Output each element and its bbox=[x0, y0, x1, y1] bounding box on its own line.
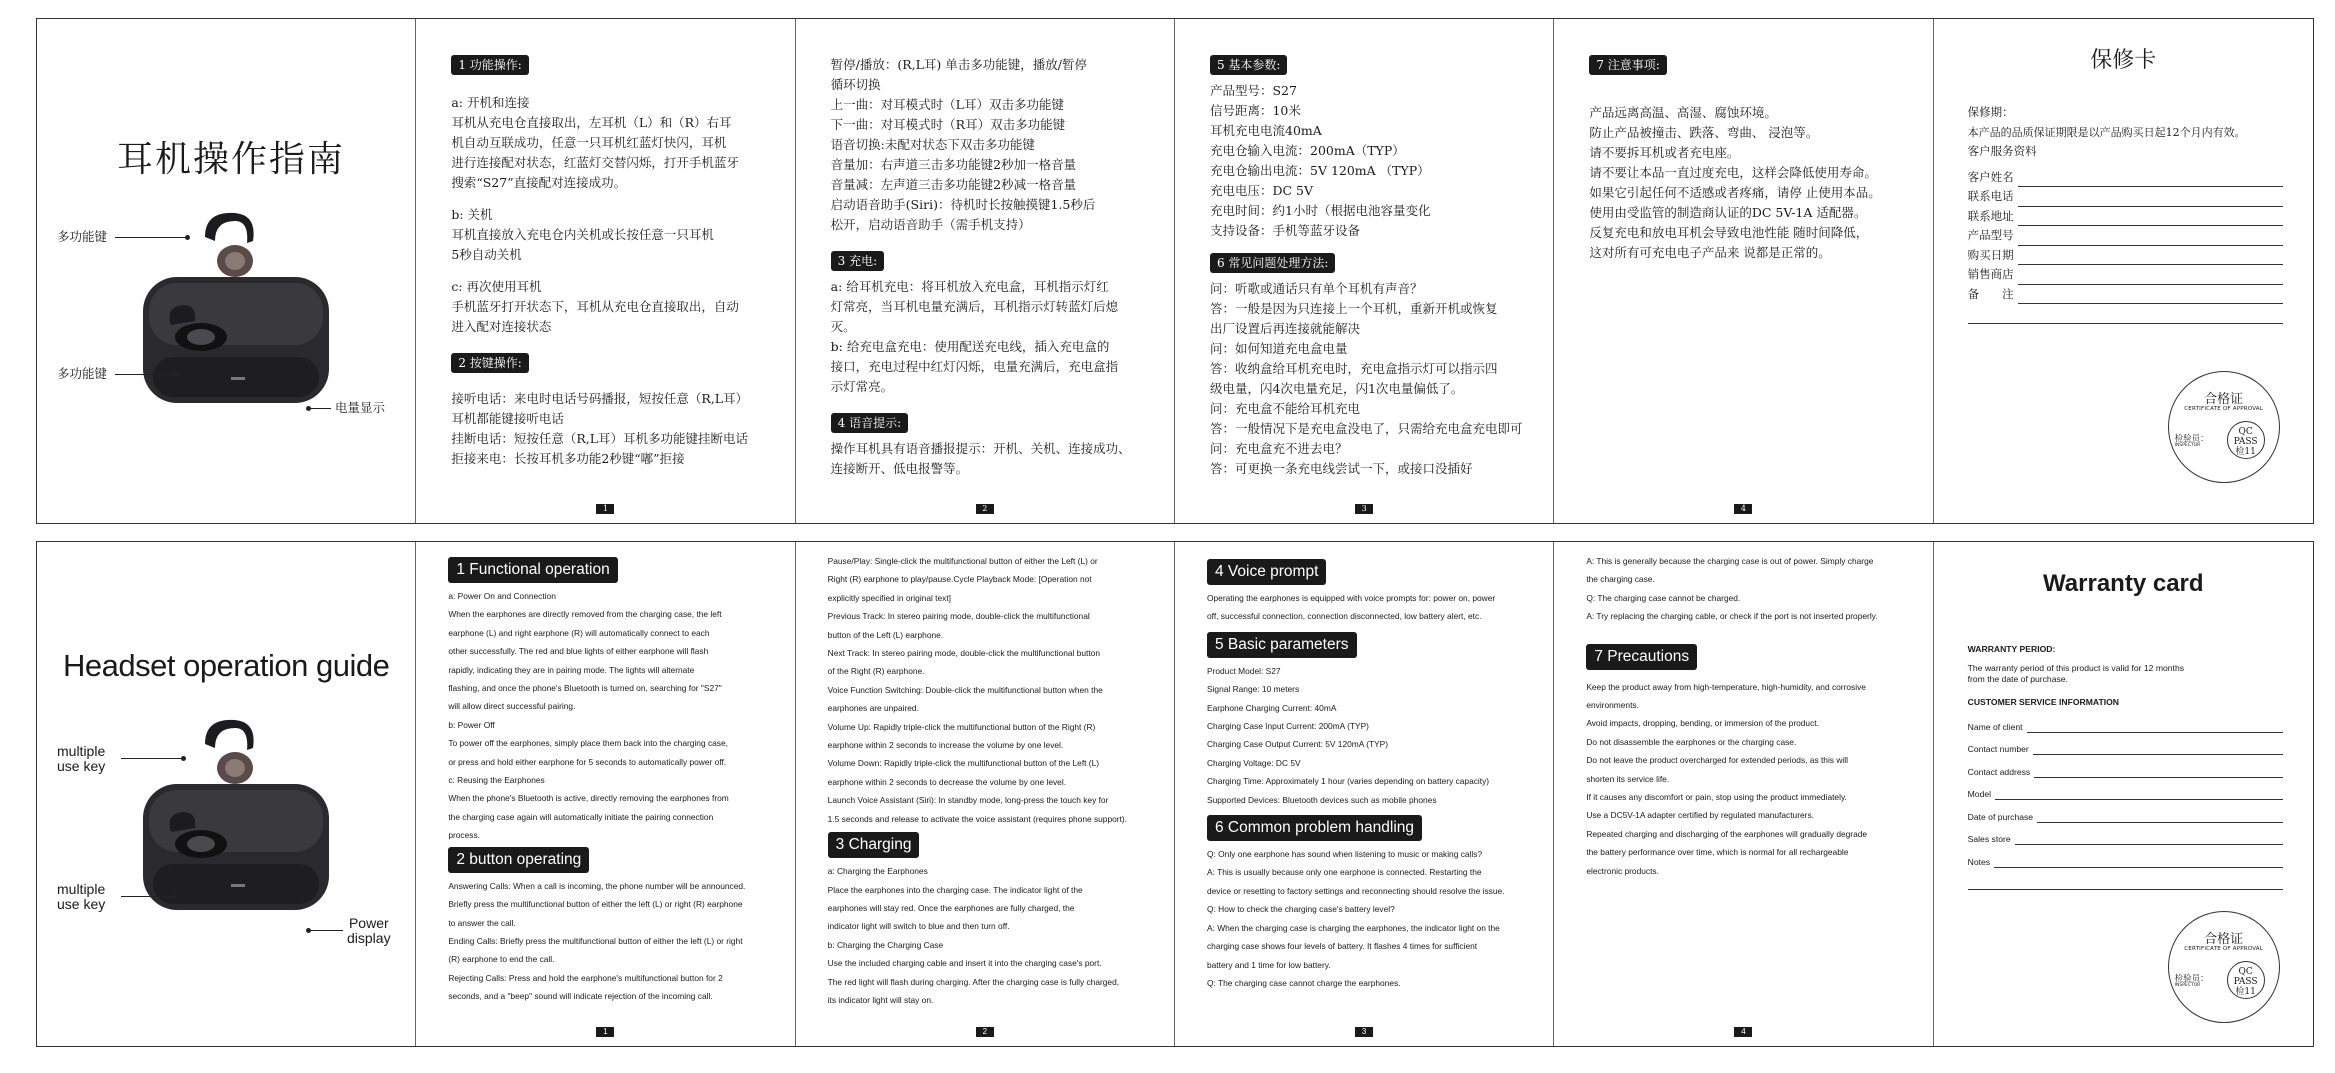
en-field-name[interactable]: Name of client bbox=[1968, 710, 2283, 733]
page-number: 3 bbox=[1355, 504, 1373, 514]
en-field-model[interactable]: Model bbox=[1968, 778, 2283, 801]
en-label-power-display: Power display bbox=[347, 915, 391, 946]
cn-warranty-title: 保修卡 bbox=[2090, 48, 2157, 73]
cn-warranty-info bbox=[1968, 103, 2283, 324]
en-section-tag-5: 5 Basic parameters bbox=[1207, 632, 1357, 658]
en-page-2-content bbox=[828, 552, 1158, 1009]
en-field-extra-line[interactable] bbox=[1968, 868, 2283, 891]
en-label-multi-key-1: multiple use key bbox=[57, 743, 106, 774]
en-page-3 bbox=[1175, 542, 1554, 1046]
cn-page-4-content bbox=[1589, 51, 1910, 275]
cn-warranty-panel bbox=[1934, 19, 2313, 523]
earbuds-product-image bbox=[135, 714, 335, 924]
leader-line-power bbox=[309, 408, 331, 409]
cn-charging-text: a: 给耳机充电：将耳机放入充电盒，耳机指示灯红 灯常亮，当耳机电量充满后，耳机指示灯转蓝灯后熄 灭。 b: 给充电盒充电：使用配送充电线，插入充电盒的 接口，充电过程中红灯闪烁，电量充满后，充电盒指 示灯常亮。 bbox=[830, 279, 1119, 394]
en-section-tag-1: 1 Functional operation bbox=[448, 557, 617, 583]
leader-line-key-1 bbox=[115, 237, 187, 238]
leader-line-power bbox=[309, 930, 343, 931]
leader-line-key-2 bbox=[121, 896, 173, 897]
en-page-3-content bbox=[1207, 559, 1537, 992]
cn-key-ops-text: 接听电话：来电时电话号码播报，短按任意（R,L耳） 耳机都能键接听电话 挂断电话：短按任意（R,L耳）耳机多功能键挂断电话 拒接来电：长按耳机多功能2秒键“嘟”拒接 bbox=[451, 391, 749, 466]
cn-section-tag-1: 1 功能操作: bbox=[451, 55, 529, 75]
cn-section-tag-7: 7 注意事项: bbox=[1589, 55, 1667, 75]
en-label-multi-key-2: multiple use key bbox=[57, 881, 106, 912]
en-warranty-info bbox=[1968, 644, 2283, 890]
cn-section-tag-5: 5 基本参数: bbox=[1210, 55, 1288, 75]
cn-field-address[interactable]: 联系地址 bbox=[1968, 207, 2283, 227]
en-field-notes[interactable]: Notes bbox=[1968, 845, 2283, 868]
cn-reuse-text: c: 再次使用耳机 手机蓝牙打开状态下，耳机从充电仓直接取出，自动 进入配对连接状态 bbox=[451, 279, 739, 334]
cn-page-3 bbox=[1175, 19, 1554, 523]
en-page-2 bbox=[796, 542, 1175, 1046]
cn-faq-text: 问：听歌或通话只有单个耳机有声音？ 答：一般是因为只连接上一个耳机，重新开机或恢复 出厂设置后再连接就能解决 问：如何知道充电盒电量 答：收纳盒给耳机充电时，充电盒指示灯可以指示四 级电量，闪4次电量充足，闪1次电量偏低了。 问：充电盒不能给耳机充电 答：一般情况下是充电盒没电了，只需给充电盒充电即可 问：充电盒充不进去电？ 答：可更换一条充电线尝试一下，或接口没插好 bbox=[1209, 281, 1523, 476]
en-warranty-title: Warranty card bbox=[2043, 570, 2204, 597]
cn-page-1 bbox=[416, 19, 795, 523]
en-field-contact-address[interactable]: Contact address bbox=[1968, 755, 2283, 778]
qc-seal-stamp: 合格证 CERTIFICATE OF APPROVAL 检验员： INSPECTOR QC PASS 检11 bbox=[2168, 371, 2280, 483]
sheet-chinese bbox=[36, 18, 2314, 524]
en-field-purchase-date[interactable]: Date of purchase bbox=[1968, 800, 2283, 823]
earbuds-product-image bbox=[135, 207, 335, 417]
en-customer-service: CUSTOMER SERVICE INFORMATION bbox=[1967, 697, 2119, 707]
cn-customer-service: 客户服务资料 bbox=[1967, 144, 2037, 158]
cn-cover-panel bbox=[37, 19, 416, 523]
en-controls-text: Pause/Play: Single-click the multifunctional button of either the Left (L) or Right (R) earphone to play/pause.Cycle Playback Mode: [Operation not explicitly specified in original text] Previous Track: In stereo pairing mode, double-click the multifunctional button of the Left (L) earphone. Next Track: In stereo pairing mode, double-click the multifunctional button of the Right (R) earphone. Voice Function Switching: Double-click the multifunctional button when the earphones are unpaired. Volume Up: Rapidly triple-click the multifunctional button of the Right (R) earphone within 2 seconds to increase the volume by one level. Volume Down: Rapidly triple-click the multifunctional button of the Left (L) earphone within 2 seconds to decrease the volume by one level. Launch Voice Assistant (Siri): In standby mode, long-press the touch key for 1.5 seconds and release to activate the voice assistant (requires phone support). bbox=[827, 556, 1128, 824]
en-section-tag-4: 4 Voice prompt bbox=[1207, 559, 1326, 585]
page-number: 2 bbox=[976, 504, 994, 514]
en-field-contact-number[interactable]: Contact number bbox=[1968, 733, 2283, 756]
page-number: 1 bbox=[596, 1027, 614, 1037]
cn-power-off-text: b: 关机 耳机直接放入充电仓内关机或长按任意一只耳机 5秒自动关机 bbox=[451, 207, 714, 262]
en-faq-continued-text: A: This is generally because the charging case is out of power. Simply charge the charging case. Q: The charging case cannot be charged. A: Try replacing the charging cable, or check if the port is not inserted properly. bbox=[1586, 556, 1878, 622]
en-voice-text: Operating the earphones is equipped with voice prompts for: power on, power off, successful connection, connection disconnected, low battery alert, etc. bbox=[1206, 593, 1496, 622]
cn-page-3-content bbox=[1210, 51, 1531, 491]
en-section-tag-2: 2 button operating bbox=[448, 847, 589, 873]
en-section-tag-7: 7 Precautions bbox=[1586, 644, 1697, 670]
page-number: 1 bbox=[596, 504, 614, 514]
page-number: 2 bbox=[976, 1027, 994, 1037]
en-warranty-period-text: The warranty period of this product is valid for 12 months from the date of purchase. bbox=[1967, 663, 2185, 684]
en-charging-text: a: Charging the Earphones Place the earphones into the charging case. The indicator light of the earphones will stay red. Once the earphones are fully charged, the indicator light will switch to blue and then turn off. b: Charging the Charging Case Use the included charging cable and insert it into the charging case's port. The red light will flash during charging. After the charging case is fully charged, its indicator light will stay on. bbox=[827, 866, 1120, 1005]
cn-page-2 bbox=[796, 19, 1175, 523]
cn-field-purchase-date[interactable]: 购买日期 bbox=[1968, 246, 2283, 266]
en-params-text: Product Model: S27 Signal Range: 10 meters Earphone Charging Current: 40mA Charging Case Input Current: 200mA (TYP) Charging Case Output Current: 5V 120mA (TYP) Charging Voltage: DC 5V Charging Time: Approximately 1 hour (varies depending on battery capacity) Supported Devices: Bluetooth devices such as mobile phones bbox=[1206, 665, 1490, 805]
en-functional-text: a: Power On and Connection When the earphones are directly removed from the charging case, the left earphone (L) and right earphone (R) will automatically connect to each other successfully. The red and blue lights of either earphone will flash rapidly, indicating they are in pairing mode. The lights will alternate flashing, and once the phone's Bluetooth is turned on, searching for "S27" will allow direct successful pairing. b: Power Off To power off the earphones, simply place them back into the charging case, or press and hold either earphone for 5 seconds to automatically power off. c: Reusing the Earphones When the phone's Bluetooth is active, directly removing the earphones from the charging case again will automatically initiate the pairing connection process. bbox=[448, 591, 729, 841]
cn-warranty-period-label: 保修期： bbox=[1967, 105, 2014, 119]
cn-page-1-content bbox=[451, 51, 772, 481]
cn-section-tag-2: 2 按键操作: bbox=[451, 353, 529, 373]
cn-field-store[interactable]: 销售商店 bbox=[1968, 265, 2283, 285]
en-section-tag-6: 6 Common problem handling bbox=[1207, 815, 1422, 841]
cn-voice-text: 操作耳机具有语音播报提示：开机、关机、连接成功、 连接断开、低电报警等。 bbox=[830, 441, 1131, 476]
en-faq-text: Q: Only one earphone has sound when listening to music or making calls? A: This is usually because only one earphone is connected. Restarting the device or resetting to factory settings and reconnecting should resolve the issue. Q: How to check the charging case's battery level? A: When the charging case is charging the earphones, the indicator light on the charging case shows four levels of battery. It flashes 4 times for sufficient battery and 1 time for low battery. Q: The charging case cannot charge the earphones. bbox=[1206, 849, 1505, 988]
cn-page-4 bbox=[1554, 19, 1933, 523]
cn-label-multi-key-1: 多功能键 bbox=[57, 229, 108, 244]
en-precautions-text: Keep the product away from high-temperature, high-humidity, and corrosive environments. Avoid impacts, dropping, bending, or immersion of the product. Do not disassemble the earphones or the charging case. Do not leave the product overcharged for extended periods, as this will shorten its service life. If it causes any discomfort or pain, stop using the product immediately. Use a DC5V-1A adapter certified by regulated manufacturers. Repeated charging and discharging of the earphones will gradually degrade the battery performance over time, which is normal for all rechargeable electronic products. bbox=[1586, 681, 1868, 876]
en-section-tag-3: 3 Charging bbox=[828, 832, 920, 858]
en-page-4-content bbox=[1586, 552, 1916, 880]
leader-line-key-1 bbox=[121, 758, 183, 759]
page-number: 4 bbox=[1734, 504, 1752, 514]
cn-precautions-text: 产品远离高温、高湿、腐蚀环境。 防止产品被撞击、跌落、弯曲、 浸泡等。 请不要拆耳机或者充电座。 请不要让本品一直过度充电，这样会降低使用寿命。 如果它引起任何不适感或者疼痛，请停 止使用本品。 使用由受监管的制造商认证的DC 5V-1A 适配器。 反复充电和放电耳机会导致电池性能 随时间降低， 这对所有可充电电子产品来 说都是正常的。 bbox=[1589, 105, 1881, 260]
cn-cover-title: 耳机操作指南 bbox=[117, 139, 346, 180]
cn-section-tag-6: 6 常见问题处理方法: bbox=[1210, 253, 1336, 273]
en-page-4 bbox=[1554, 542, 1933, 1046]
cn-field-phone[interactable]: 联系电话 bbox=[1968, 187, 2283, 207]
en-warranty-period-label: WARRANTY PERIOD: bbox=[1967, 644, 2056, 654]
cn-power-on-text: a: 开机和连接 耳机从充电仓直接取出，左耳机（L）和（R）右耳 机自动互联成功，任意一只耳机红蓝灯快闪，耳机 进行连接配对状态，红蓝灯交替闪烁，打开手机蓝牙 搜索“S27”直接配对连接成功。 bbox=[451, 95, 739, 190]
cn-field-notes[interactable]: 备 注 bbox=[1968, 285, 2283, 305]
cn-section-tag-3: 3 充电: bbox=[831, 251, 885, 271]
en-button-text: Answering Calls: When a call is incoming, the phone number will be announced. Briefly press the multifunctional button of either the left (L) or right (R) earphone to answer the call. Ending Calls: Briefly press the multifunctional button of either the left (L) or right (R) earphone to end the call. Rejecting Calls: Press and hold the earphone's multifunctional button for 2 seconds, and a "beep" sound will indicate rejection of the incoming call. bbox=[448, 880, 746, 1002]
en-cover-title: Headset operation guide bbox=[63, 648, 390, 683]
cn-label-power-display: 电量显示 bbox=[335, 400, 386, 415]
leader-line-key-2 bbox=[115, 374, 175, 375]
page-number: 3 bbox=[1355, 1027, 1373, 1037]
en-warranty-panel bbox=[1934, 542, 2313, 1046]
cn-field-name[interactable]: 客户姓名 bbox=[1968, 168, 2283, 188]
cn-field-model[interactable]: 产品型号 bbox=[1968, 226, 2283, 246]
qc-seal-stamp: 合格证 CERTIFICATE OF APPROVAL 检验员： INSPECTOR QC PASS 检11 bbox=[2168, 911, 2280, 1023]
cn-field-extra-line[interactable] bbox=[1968, 304, 2283, 324]
cn-params-text: 产品型号：S27 信号距离：10米 耳机充电电流40mA 充电仓输入电流：200mA（TYP） 充电仓输出电流：5V 120mA （TYP） 充电电压：DC 5V 充电时间：约1小时（根据电池容量变化 支持设备：手机等蓝牙设备 bbox=[1209, 83, 1431, 238]
cn-warranty-period-text: 本产品的品质保证期限是以产品购买日起12个月内有效。 bbox=[1967, 125, 2246, 139]
cn-page-2-content bbox=[831, 55, 1152, 491]
page-number: 4 bbox=[1734, 1027, 1752, 1037]
en-cover-panel bbox=[37, 542, 416, 1046]
cn-label-multi-key-2: 多功能键 bbox=[57, 366, 108, 381]
cn-controls-text: 暂停/播放：(R,L耳) 单击多功能键，播放/暂停 循环切换 上一曲：对耳模式时（L耳）双击多功能键 下一曲：对耳模式时（R耳）双击多功能键 语音切换:未配对状态下双击多功能键 音量加：右声道三击多功能键2秒加一格音量 音量减：左声道三击多功能键2秒减一格音量 启动语音助手(Siri)：待机时长按触摸键1.5秒后 松开，启动语音助手（需手机支持） bbox=[830, 57, 1096, 232]
en-page-1 bbox=[416, 542, 795, 1046]
sheet-english bbox=[36, 541, 2314, 1047]
en-field-sales-store[interactable]: Sales store bbox=[1968, 823, 2283, 846]
en-page-1-content bbox=[448, 557, 778, 1006]
cn-section-tag-4: 4 语音提示: bbox=[831, 413, 909, 433]
